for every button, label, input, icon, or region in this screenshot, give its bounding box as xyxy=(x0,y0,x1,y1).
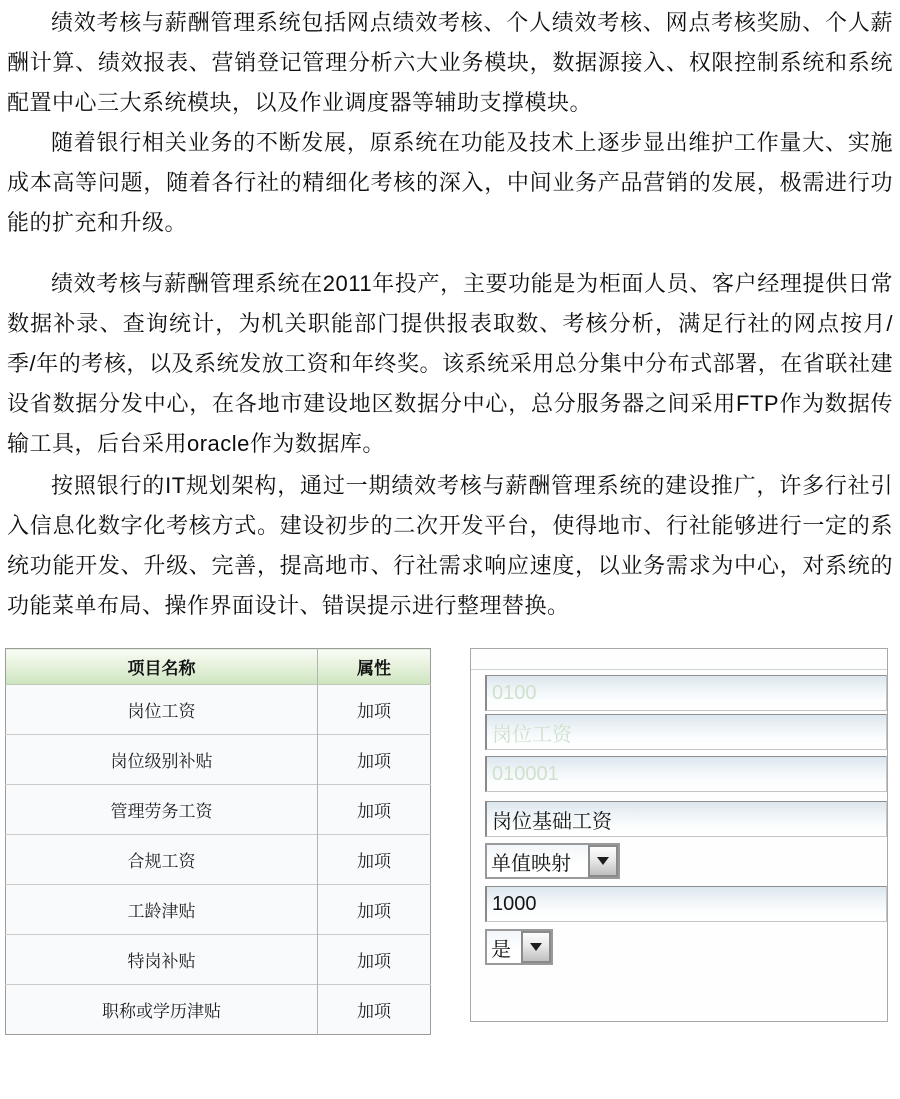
body-text xyxy=(7,3,893,626)
cell-item-name: 岗位工资 xyxy=(6,685,318,735)
table-row xyxy=(6,935,431,985)
item-name-input[interactable] xyxy=(485,801,887,837)
table-row xyxy=(6,785,431,835)
dropdown-arrow-icon xyxy=(530,943,542,951)
enabled-flag-combobox[interactable] xyxy=(485,929,553,965)
mapping-type-combobox[interactable] xyxy=(485,843,620,879)
cell-attribute: 加项 xyxy=(318,985,431,1035)
header-cell-item-name: 项目名称 xyxy=(6,649,318,685)
amount-input[interactable] xyxy=(485,886,887,922)
table-row xyxy=(6,835,431,885)
salary-items-table xyxy=(5,648,431,1035)
cell-item-name: 特岗补贴 xyxy=(6,935,318,985)
paragraph-system-history: 绩效考核与薪酬管理系统在2011年投产，主要功能是为柜面人员、客户经理提供日常数据补录、查询统计，为机关职能部门提供报表取数、考核分析，满足行社的网点按月/季/年的考核，以及系统发放工资和年终奖。该系统采用总分集中分布式部署，在省联社建设省数据分发中心，在各地市建设地区数据分中心，总分服务器之间采用FTP作为数据传输工具，后台采用oracle作为数据库。 xyxy=(7,271,893,456)
paragraph-it-plan: 按照银行的IT规划架构，通过一期绩效考核与薪酬管理系统的建设推广，许多行社引入信息化数字化考核方式。建设初步的二次开发平台，使得地市、行社能够进行一定的系统功能开发、升级、完善，提高地市、行社需求响应速度，以业务需求为中心，对系统的功能菜单布局、操作界面设计、错误提示进行整理替换。 xyxy=(7,473,893,618)
cell-item-name: 工龄津贴 xyxy=(6,885,318,935)
dropdown-button[interactable] xyxy=(588,845,618,877)
cell-item-name: 职称或学历津贴 xyxy=(6,985,318,1035)
cell-attribute: 加项 xyxy=(318,735,431,785)
paragraph-modules: 绩效考核与薪酬管理系统包括网点绩效考核、个人绩效考核、网点考核奖励、个人薪酬计算、绩效报表、营销登记管理分析六大业务模块，数据源接入、权限控制系统和系统配置中心三大系统模块，以及作业调度器等辅助支撑模块。 xyxy=(7,10,893,115)
table-row xyxy=(6,685,431,735)
category-code-input xyxy=(485,675,887,711)
cell-item-name: 管理劳务工资 xyxy=(6,785,318,835)
dropdown-button[interactable] xyxy=(521,931,551,963)
header-cell-attribute: 属性 xyxy=(318,649,431,685)
cell-attribute: 加项 xyxy=(318,835,431,885)
category-name-input xyxy=(485,714,887,750)
cell-attribute: 加项 xyxy=(318,785,431,835)
paragraph-background: 随着银行相关业务的不断发展，原系统在功能及技术上逐步显出维护工作量大、实施成本高等问题，随着各行社的精细化考核的深入，中间业务产品营销的发展，极需进行功能的扩充和升级。 xyxy=(7,130,893,235)
dropdown-arrow-icon xyxy=(597,857,609,865)
table-row xyxy=(6,885,431,935)
cell-item-name: 岗位级别补贴 xyxy=(6,735,318,785)
combobox-selected-text: 是 xyxy=(487,931,521,963)
table-header-row xyxy=(6,649,431,685)
table-row xyxy=(6,735,431,785)
panel-header-strip xyxy=(471,649,887,670)
cell-item-name: 合规工资 xyxy=(6,835,318,885)
item-code-input xyxy=(485,756,887,792)
cell-attribute: 加项 xyxy=(318,685,431,735)
combobox-selected-text: 单值映射 xyxy=(487,845,588,877)
item-detail-form-panel xyxy=(470,648,888,1022)
table-row xyxy=(6,985,431,1035)
cell-attribute: 加项 xyxy=(318,935,431,985)
cell-attribute: 加项 xyxy=(318,885,431,935)
